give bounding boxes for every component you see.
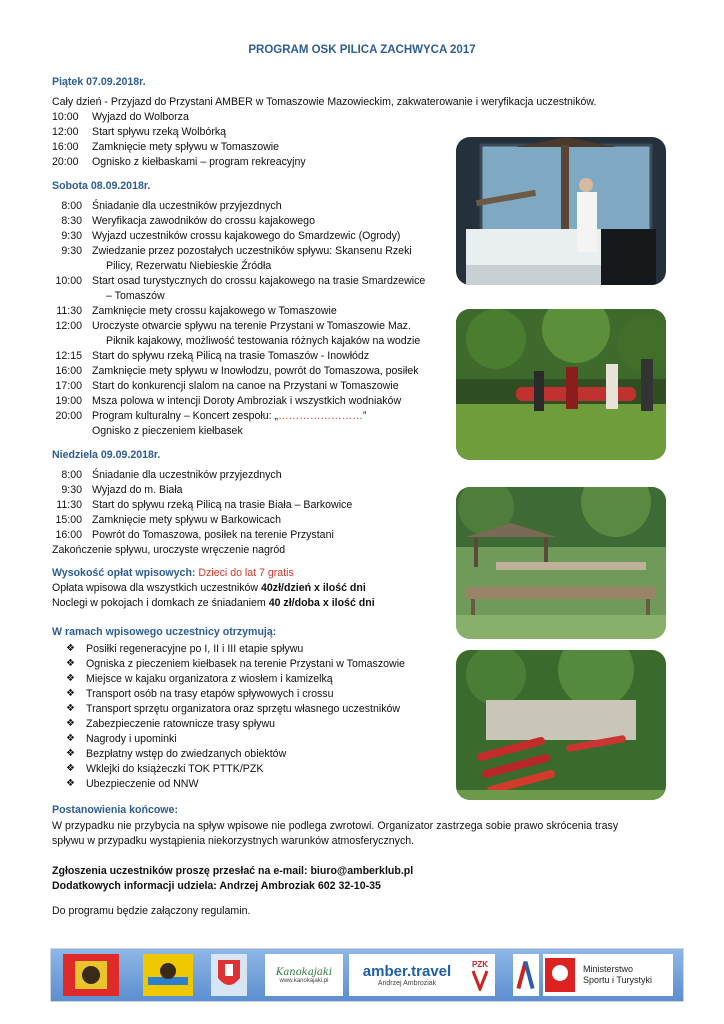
final-text-2: spływu w przypadku wystąpienia niekorzystnych warunków atmosferycznych.	[52, 835, 415, 847]
photo-skansen	[456, 487, 666, 639]
lodging-fee: Noclegi w pokojach i domkach ze śniadaniem 40 zł/doba x ilość dni	[52, 597, 375, 609]
day1-heading: Piątek 07.09.2018r.	[52, 76, 146, 88]
contact-email: Zgłoszenia uczestników proszę przesłać na e-mail: biuro@amberklub.pl	[52, 865, 414, 877]
county-crest-logo	[63, 954, 119, 996]
fees-heading: Wysokość opłat wpisowych: Dzieci do lat 7 gratis	[52, 567, 294, 579]
band-placeholder: ……………………	[278, 410, 363, 422]
day2-heading: Sobota 08.09.2018r.	[52, 180, 151, 192]
city-crest-logo	[143, 954, 193, 996]
regulations-note: Do programu będzie załączony regulamin.	[52, 905, 251, 917]
pzk-logo: PZK	[465, 954, 495, 996]
paddle-logo	[513, 954, 539, 996]
kanokajaki-logo: Kanokajaki www.kanokajaki.pl	[265, 954, 343, 996]
day3-closing: Zakończenie spływu, uroczyste wręczenie nagród	[52, 544, 286, 556]
includes-heading: W ramach wpisowego uczestnicy otrzymują:	[52, 626, 277, 638]
sponsor-footer	[50, 948, 684, 1002]
contact-phone: Dodatkowych informacji udziela: Andrzej Ambroziak 602 32-10-35	[52, 880, 381, 892]
final-text-1: W przypadku nie przybycia na spływ wpisowe nie podlega zwrotowi. Organizator zastrzega sobie prawo skrócenia trasy	[52, 820, 619, 832]
photo-mass	[456, 137, 666, 285]
final-heading: Postanowienia końcowe:	[52, 804, 178, 816]
day1-intro: Cały dzień - Przyjazd do Przystani AMBER w Tomaszowie Mazowieckim, zakwaterowanie i weryfikacja uczestników.	[52, 96, 597, 108]
day3-heading: Niedziela 09.09.2018r.	[52, 449, 161, 461]
amber-travel-logo: amber.travel Andrzej Ambroziak	[349, 954, 465, 996]
fee-entry: Opłata wpisowa dla wszystkich uczestników 40zł/dzień x ilość dni	[52, 582, 366, 594]
page-title: PROGRAM OSK PILICA ZACHWYCA 2017	[248, 44, 476, 56]
commune-crest-logo	[211, 954, 247, 996]
photo-kayaks	[456, 650, 666, 800]
photo-cross	[456, 309, 666, 460]
ministry-logo: Ministerstwo Sportu i Turystyki	[543, 954, 673, 996]
